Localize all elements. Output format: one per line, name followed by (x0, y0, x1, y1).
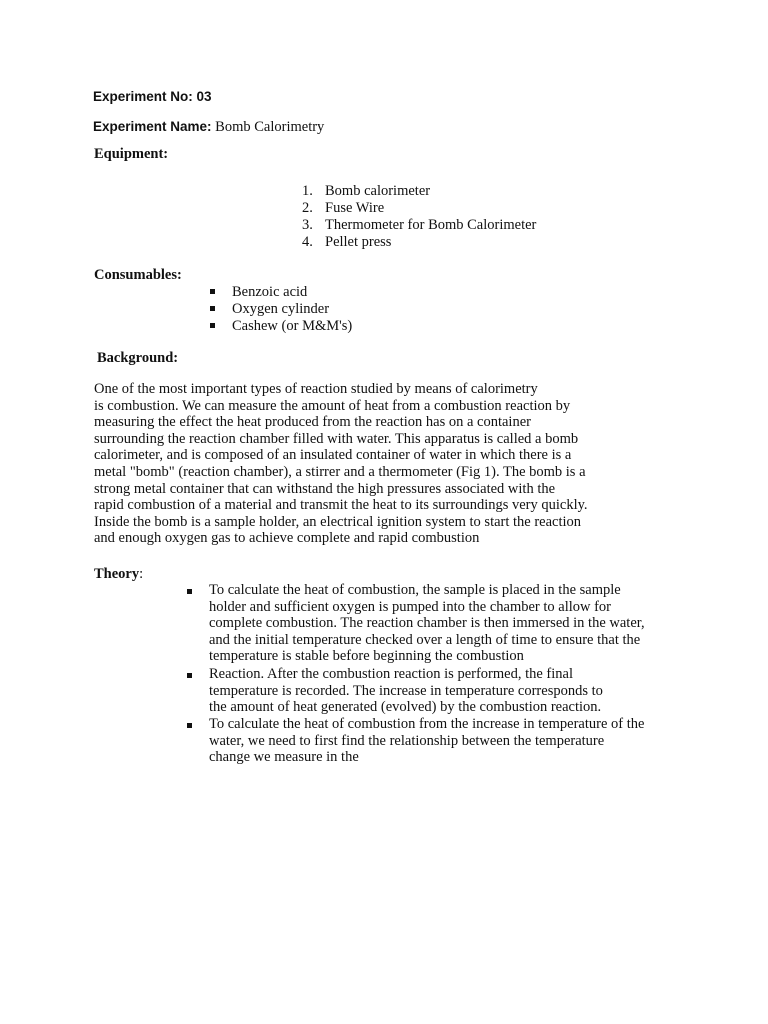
consumables-item-text: Cashew (or M&M's) (232, 318, 353, 334)
equipment-item-text: Fuse Wire (325, 200, 385, 216)
theory-line: To calculate the heat of combustion from the increase in temperature of the (209, 716, 645, 732)
theory-line: To calculate the heat of combustion, the sample is placed in the sample (209, 582, 621, 598)
equipment-item-number: 3. (302, 217, 313, 233)
paragraph-line: rapid combustion of a material and transmit the heat to its surroundings very quickly. (94, 497, 588, 514)
theory-line: temperature is stable before beginning the combustion (209, 648, 524, 665)
theory-line: water, we need to first find the relationship between the temperature (209, 732, 605, 749)
theory-heading (94, 565, 143, 583)
consumables-item (210, 301, 352, 318)
equipment-item (302, 200, 536, 217)
consumables-item-text: Oxygen cylinder (232, 301, 330, 317)
equipment-heading: Equipment: (94, 146, 169, 162)
theory-bullet (209, 666, 689, 716)
paragraph-line: measuring the effect the heat produced from the reaction has on a container (94, 414, 531, 431)
theory-line: change we measure in the (209, 749, 359, 766)
theory-bullet (209, 582, 689, 665)
paragraph-line: is combustion. We can measure the amount of heat from a combustion reaction by (94, 397, 571, 414)
paragraph-line: surrounding the reaction chamber filled with water. This apparatus is called a bomb (94, 430, 579, 447)
equipment-item-text: Bomb calorimeter (325, 183, 431, 199)
theory-line: complete combustion. The reaction chamber is then immersed in the water, (209, 615, 645, 632)
theory-line: holder and sufficient oxygen is pumped into the chamber to allow for (209, 598, 612, 615)
equipment-item-number: 4. (302, 234, 313, 250)
theory-bullet (209, 716, 689, 766)
experiment-number: Experiment No: 03 (93, 89, 212, 104)
theory-heading-colon: : (139, 566, 144, 582)
paragraph-line: calorimeter, and is composed of an insulated container of water in which there is a (94, 447, 572, 464)
paragraph-line: strong metal container that can withstand the high pressures associated with the (94, 480, 556, 497)
equipment-item (302, 217, 536, 234)
equipment-item-text: Pellet press (325, 234, 392, 250)
paragraph-line: Inside the bomb is a sample holder, an electrical ignition system to start the reaction (94, 513, 582, 530)
theory-line: Reaction. After the combustion reaction is performed, the final (209, 666, 573, 682)
background-heading: Background: (97, 350, 179, 366)
consumables-item (210, 318, 352, 335)
equipment-list (302, 183, 536, 251)
experiment-name-line (93, 118, 324, 136)
equipment-item-number: 1. (302, 183, 313, 199)
equipment-item-text: Thermometer for Bomb Calorimeter (325, 217, 537, 233)
equipment-item (302, 183, 536, 200)
paragraph-line: metal "bomb" (reaction chamber), a stirrer and a thermometer (Fig 1). The bomb is a (94, 463, 586, 480)
theory-line: and the initial temperature checked over a length of time to ensure that the (209, 631, 641, 648)
theory-line: temperature is recorded. The increase in temperature corresponds to (209, 682, 603, 699)
theory-heading-text: Theory (94, 566, 140, 582)
experiment-name-label: Experiment Name: (93, 119, 212, 134)
paragraph-line: and enough oxygen gas to achieve complete and rapid combustion (94, 530, 480, 547)
square-bullet-icon (210, 306, 215, 311)
square-bullet-icon (210, 323, 215, 328)
consumables-list (210, 284, 352, 335)
square-bullet-icon (187, 673, 192, 678)
background-paragraph (94, 381, 654, 547)
square-bullet-icon (210, 289, 215, 294)
theory-line: the amount of heat generated (evolved) by the combustion reaction. (209, 699, 602, 716)
experiment-name-value: Bomb Calorimetry (211, 119, 325, 135)
square-bullet-icon (187, 723, 192, 728)
square-bullet-icon (187, 589, 192, 594)
equipment-item (302, 234, 536, 251)
consumables-heading: Consumables: (94, 267, 182, 283)
equipment-item-number: 2. (302, 200, 313, 216)
consumables-item (210, 284, 352, 301)
paragraph-line: One of the most important types of reaction studied by means of calorimetry (94, 381, 538, 397)
consumables-item-text: Benzoic acid (232, 284, 308, 300)
